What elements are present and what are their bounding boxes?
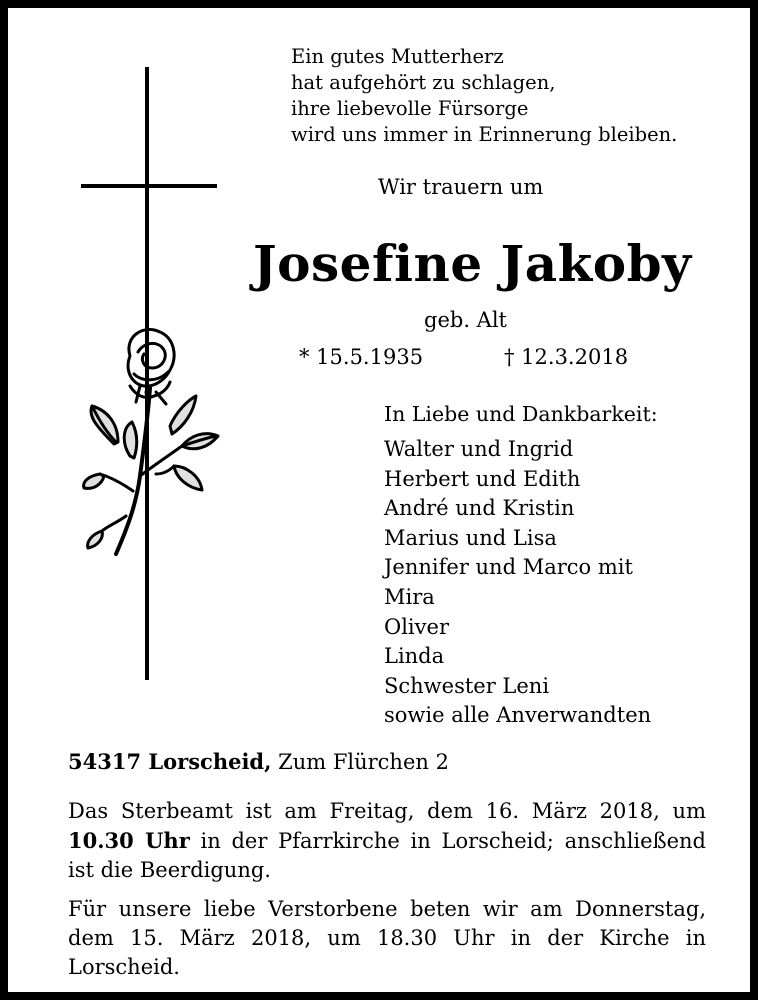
death-date: † 12.3.2018 [504,345,629,369]
list-item: Mira [384,584,435,609]
address-street: Zum Flürchen 2 [278,750,449,774]
list-item: Linda [384,644,445,669]
thanks-heading: In Liebe und Dankbarkeit: [384,402,658,426]
list-item: Walter und Ingrid [384,437,574,461]
mourning-intro: Wir trauern um [378,175,544,199]
service-text-start: Das Sterbeamt ist am Freitag, dem 16. März 2018, um [68,799,706,823]
address [68,749,449,774]
verse-line: ihre liebevolle Fürsorge [291,97,529,120]
list-item: André und Kristin [384,496,575,521]
list-item: Jennifer und Marco mit [384,555,633,580]
list-item: Schwester Leni [384,673,550,698]
birth-name: geb. Alt [424,308,507,332]
verse-line: wird uns immer in Erinnerung bleiben. [291,123,678,146]
list-item: Marius und Lisa [384,525,557,550]
verse-line: hat aufgehört zu schlagen, [291,71,556,94]
service-paragraph [68,797,706,885]
service-time: 10.30 Uhr [68,828,190,853]
deceased-name: Josefine Jakoby [253,234,692,293]
list-item: sowie alle Anverwandten [384,703,652,728]
service-text-end: in der Pfarrkirche in Lorscheid; anschließend ist die Beerdigung. [68,829,706,882]
rose-icon [78,326,223,561]
list-item: Oliver [384,614,449,639]
mourners-list [384,435,651,731]
cross-icon-horizontal-bar [81,184,217,188]
list-item: Herbert und Edith [384,466,581,491]
verse [291,44,731,148]
birth-date: * 15.5.1935 [299,345,424,369]
verse-line: Ein gutes Mutterherz [291,45,504,68]
prayer-paragraph: Für unsere liebe Verstorbene beten wir am Donnerstag, dem 15. März 2018, um 18.30 Uhr in der Kirche in Lorscheid. [68,897,706,979]
address-postcode-city: 54317 Lorscheid, [68,749,272,774]
